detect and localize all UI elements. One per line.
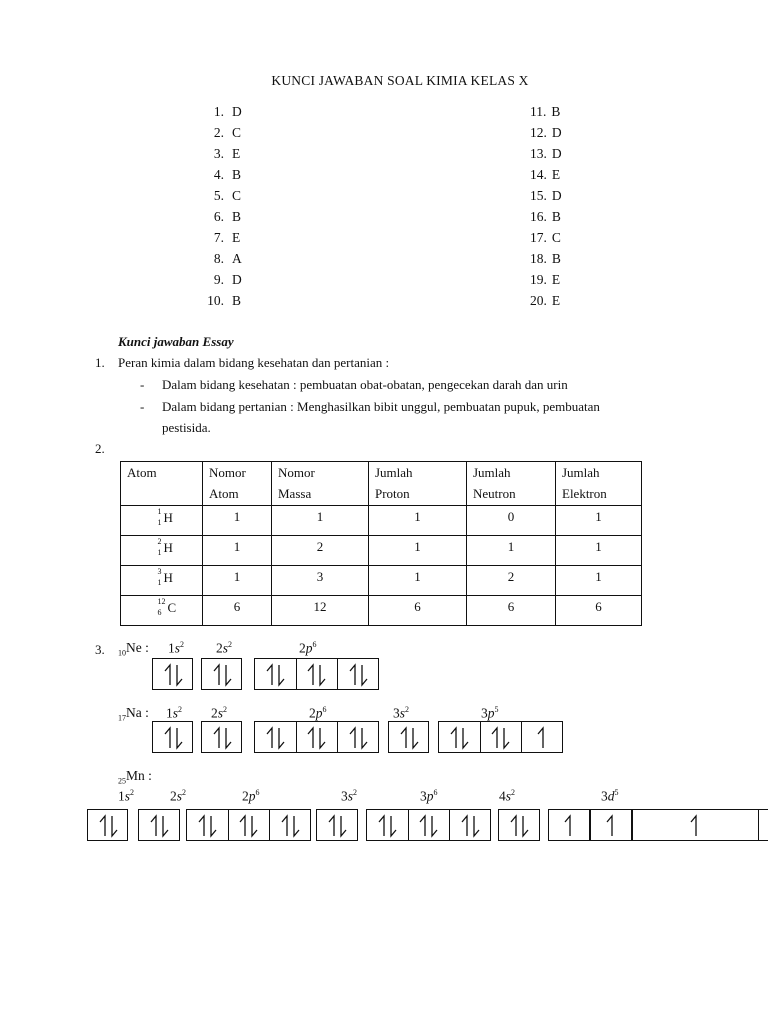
mc-answer <box>202 125 241 141</box>
mc-number: 13. <box>530 146 547 161</box>
orbital-cell <box>339 661 379 689</box>
spin-up-arrow <box>240 816 245 836</box>
mc-number: 20. <box>530 293 547 308</box>
mc-number: 17. <box>530 230 547 245</box>
spin-down-arrow <box>320 728 325 748</box>
paired-electron-icon <box>203 724 243 752</box>
paired-electron-icon <box>318 812 358 840</box>
orbital-label: $1s^2$ <box>168 640 185 656</box>
header-cell: Jumlah Elektron <box>556 462 642 506</box>
mc-number: 10. <box>207 293 224 308</box>
spin-down-arrow <box>177 665 182 685</box>
orbital-cell <box>297 724 337 752</box>
mc-number: 3. <box>213 146 224 161</box>
paired-electron-icon <box>154 661 194 689</box>
paired-electron-icon <box>297 661 337 689</box>
config-na-label: $_{17}$Na : <box>118 705 149 723</box>
atom-symbol: 1 1 H <box>121 506 203 536</box>
mc-number: 7. <box>213 230 224 245</box>
table-row <box>121 566 642 596</box>
spin-down-arrow <box>474 816 479 836</box>
paired-electron-icon <box>203 661 243 689</box>
mc-letter: C <box>551 230 561 245</box>
spin-up-arrow <box>308 665 313 685</box>
orbital-label: $2s^2$ <box>216 640 233 656</box>
orbital-cell <box>203 661 243 689</box>
mc-letter: E <box>232 146 241 161</box>
essay-q2-number: 2. <box>95 441 105 456</box>
orbital-box-group <box>201 721 242 753</box>
orbital-label: $3s^2$ <box>393 705 410 721</box>
spin-down-arrow <box>177 728 182 748</box>
mc-letter: E <box>232 230 241 245</box>
paired-electron-icon <box>229 812 269 840</box>
config-ne-label: $_{10}$Ne : <box>118 640 149 658</box>
mc-number: 11. <box>530 104 547 119</box>
mc-letter: E <box>551 167 561 182</box>
mc-number: 2. <box>213 125 224 140</box>
orbital-cell <box>154 724 194 752</box>
orbital-cell <box>203 724 243 752</box>
orbital-box-group <box>87 809 128 841</box>
mc-number: 14. <box>530 167 547 182</box>
spin-down-arrow <box>163 816 168 836</box>
mc-letter: B <box>232 293 242 308</box>
orbital-label: $2p^6$ <box>242 788 260 804</box>
mc-answer <box>530 230 561 246</box>
mc-number: 18. <box>530 251 547 266</box>
paired-electron-icon <box>451 812 491 840</box>
mc-number: 19. <box>530 272 547 287</box>
single-electron-icon <box>592 812 632 840</box>
table-cell: 6 <box>369 596 467 626</box>
atom-symbol: 3 1 H <box>121 566 203 596</box>
orbital-cell <box>229 812 269 840</box>
mc-answer <box>530 146 562 162</box>
orbital-label: $2s^2$ <box>211 705 228 721</box>
mc-letter: E <box>551 272 561 287</box>
orbital-cell <box>409 812 449 840</box>
orbital-box-group <box>498 809 540 841</box>
spin-down-arrow <box>320 665 325 685</box>
orbital-cell <box>523 724 563 752</box>
orbital-label: $3s^2$ <box>341 788 358 804</box>
mc-answer <box>202 251 242 267</box>
orbital-cell <box>318 812 358 840</box>
spin-down-arrow <box>432 816 437 836</box>
orbital-box-group <box>152 721 193 753</box>
mc-number: 5. <box>213 188 224 203</box>
spin-up-arrow <box>214 665 219 685</box>
mc-answer <box>530 167 560 183</box>
mc-answer <box>530 251 561 267</box>
spin-up-arrow <box>565 816 570 836</box>
orbital-box-group <box>254 658 379 690</box>
orbital-box-group <box>254 721 379 753</box>
paired-electron-icon <box>89 812 129 840</box>
table-cell: 1 <box>272 506 369 536</box>
orbital-box-group <box>438 721 563 753</box>
table-cell: 1 <box>556 566 642 596</box>
essay-heading: Kunci jawaban Essay <box>118 334 234 349</box>
config-mn-label: $_{25}$Mn : <box>118 768 152 786</box>
mc-answer <box>202 230 240 246</box>
bullet-dash: - <box>140 399 145 414</box>
mc-answer <box>530 125 562 141</box>
orbital-box-group <box>201 658 242 690</box>
mc-number: 1. <box>213 104 224 119</box>
mc-letter: D <box>551 125 562 140</box>
orbital-cell <box>451 812 491 840</box>
essay-q1-number: 1. <box>95 355 105 370</box>
paired-electron-icon <box>409 812 449 840</box>
spin-up-arrow <box>165 665 170 685</box>
bullet-dash: - <box>140 377 145 392</box>
atom-table-header <box>121 462 642 506</box>
table-cell: 1 <box>203 536 272 566</box>
spin-down-arrow <box>504 728 509 748</box>
table-row <box>121 596 642 626</box>
mc-answer <box>530 104 560 120</box>
table-cell: 1 <box>467 536 556 566</box>
mc-letter: E <box>551 293 561 308</box>
spin-up-arrow <box>607 816 612 836</box>
orbital-cell <box>481 724 521 752</box>
spin-up-arrow <box>151 816 156 836</box>
spin-up-arrow <box>100 816 105 836</box>
mc-letter: C <box>232 125 242 140</box>
header-cell: Nomor Atom <box>203 462 272 506</box>
spin-up-arrow <box>420 816 425 836</box>
mc-number: 15. <box>530 188 547 203</box>
atom-table <box>120 461 642 626</box>
spin-down-arrow <box>226 665 231 685</box>
orbital-label: $3p^6$ <box>420 788 438 804</box>
mc-answer <box>202 209 241 225</box>
page-title: KUNCI JAWABAN SOAL KIMIA KELAS X <box>271 73 529 88</box>
orbital-cell <box>500 812 540 840</box>
orbital-cell <box>140 812 180 840</box>
spin-up-arrow <box>308 728 313 748</box>
orbital-box-group <box>138 809 180 841</box>
orbital-cell <box>592 812 632 840</box>
orbital-box-group <box>366 809 491 841</box>
orbital-label: $2s^2$ <box>170 788 187 804</box>
table-row <box>121 506 642 536</box>
orbital-cell <box>339 724 379 752</box>
table-cell: 1 <box>203 506 272 536</box>
spin-down-arrow <box>413 728 418 748</box>
orbital-cell <box>550 812 590 840</box>
header-cell: Nomor Massa <box>272 462 369 506</box>
mc-answer <box>202 293 241 309</box>
spin-down-arrow <box>226 728 231 748</box>
table-cell: 1 <box>369 566 467 596</box>
orbital-cell <box>390 724 430 752</box>
orbital-cell <box>297 661 337 689</box>
table-cell: 1 <box>203 566 272 596</box>
spin-up-arrow <box>492 728 497 748</box>
table-cell: 0 <box>467 506 556 536</box>
mc-answer <box>202 188 241 204</box>
mc-number: 12. <box>530 125 547 140</box>
mc-answer <box>530 293 560 309</box>
spin-up-arrow <box>401 728 406 748</box>
table-cell: 2 <box>467 566 556 596</box>
orbital-box-group <box>548 809 590 841</box>
spin-up-arrow <box>350 728 355 748</box>
mc-letter: B <box>551 209 561 224</box>
mc-letter: A <box>232 251 242 266</box>
spin-up-arrow <box>214 728 219 748</box>
spin-up-arrow <box>350 665 355 685</box>
table-cell: 1 <box>369 506 467 536</box>
spin-down-arrow <box>362 728 367 748</box>
table-cell: 6 <box>467 596 556 626</box>
mc-number: 16. <box>530 209 547 224</box>
header-cell: Jumlah Proton <box>369 462 467 506</box>
mc-number: 4. <box>213 167 224 182</box>
header-cell: Jumlah Neutron <box>467 462 556 506</box>
mc-number: 8. <box>213 251 224 266</box>
mc-letter: B <box>232 209 242 224</box>
mc-number: 9. <box>213 272 224 287</box>
paired-electron-icon <box>500 812 540 840</box>
atom-symbol: 2 1 H <box>121 536 203 566</box>
single-electron-icon <box>523 724 563 752</box>
mc-letter: B <box>551 251 561 266</box>
orbital-label: $1s^2$ <box>118 788 135 804</box>
mc-letter: B <box>232 167 242 182</box>
mc-answer <box>202 167 241 183</box>
mc-answer <box>202 146 240 162</box>
orbital-cell <box>271 812 311 840</box>
orbital-box-group <box>186 809 311 841</box>
spin-up-arrow <box>511 816 516 836</box>
single-electron-icon <box>550 812 590 840</box>
spin-down-arrow <box>362 665 367 685</box>
mc-answer <box>202 104 242 120</box>
mc-answer <box>530 188 562 204</box>
orbital-label: $3p^5$ <box>481 705 499 721</box>
orbital-box-group <box>316 809 358 841</box>
orbital-label: $4s^2$ <box>499 788 516 804</box>
mc-letter: D <box>232 104 242 119</box>
table-cell: 2 <box>272 536 369 566</box>
spin-down-arrow <box>252 816 257 836</box>
paired-electron-icon <box>140 812 180 840</box>
table-cell: 12 <box>272 596 369 626</box>
table-cell: 1 <box>556 506 642 536</box>
orbital-label: $2p^6$ <box>299 640 317 656</box>
mc-answer <box>202 272 242 288</box>
paired-electron-icon <box>297 724 337 752</box>
essay-q1-bullet-agriculture-cont: pestisida. <box>162 420 211 435</box>
paired-electron-icon <box>339 724 379 752</box>
paired-electron-icon <box>390 724 430 752</box>
mc-letter: D <box>232 272 242 287</box>
orbital-label: $2p^6$ <box>309 705 327 721</box>
table-cell: 1 <box>556 536 642 566</box>
spin-up-arrow <box>462 816 467 836</box>
essay-q1-text: Peran kimia dalam bidang kesehatan dan pertanian : <box>118 355 390 370</box>
table-cell: 1 <box>369 536 467 566</box>
essay-q3-number: 3. <box>95 642 105 657</box>
mc-answer <box>530 272 560 288</box>
table-row <box>121 536 642 566</box>
mc-number: 6. <box>213 209 224 224</box>
spin-down-arrow <box>341 816 346 836</box>
spin-down-arrow <box>294 816 299 836</box>
orbital-box-group <box>152 658 193 690</box>
orbital-box-group <box>632 809 768 841</box>
spin-down-arrow <box>523 816 528 836</box>
paired-electron-icon <box>271 812 311 840</box>
mc-letter: B <box>551 104 561 119</box>
essay-q1-bullet-health: Dalam bidang kesehatan : pembuatan obat-obatan, pengecekan darah dan urin <box>162 377 568 392</box>
mc-letter: C <box>232 188 242 203</box>
orbital-label: $1s^2$ <box>166 705 183 721</box>
orbital-label: $3d^5$ <box>601 788 619 804</box>
table-cell: 6 <box>203 596 272 626</box>
mc-letter: D <box>551 146 562 161</box>
spin-up-arrow <box>538 728 543 748</box>
mc-answer <box>530 209 561 225</box>
orbital-box-group <box>590 809 632 841</box>
orbital-divider <box>633 810 768 840</box>
spin-up-arrow <box>165 728 170 748</box>
spin-down-arrow <box>112 816 117 836</box>
header-cell: Atom <box>121 462 203 506</box>
essay-q1-bullet-agriculture: Dalam bidang pertanian : Menghasilkan bibit unggul, pembuatan pupuk, pembuatan <box>162 399 600 414</box>
orbital-cell <box>154 661 194 689</box>
paired-electron-icon <box>481 724 521 752</box>
atom-symbol: 12 6 C <box>121 596 203 626</box>
spin-up-arrow <box>282 816 287 836</box>
table-cell: 3 <box>272 566 369 596</box>
table-cell: 6 <box>556 596 642 626</box>
paired-electron-icon <box>154 724 194 752</box>
spin-up-arrow <box>329 816 334 836</box>
paired-electron-icon <box>339 661 379 689</box>
orbital-box-group <box>388 721 429 753</box>
mc-letter: D <box>551 188 562 203</box>
orbital-cell <box>89 812 129 840</box>
